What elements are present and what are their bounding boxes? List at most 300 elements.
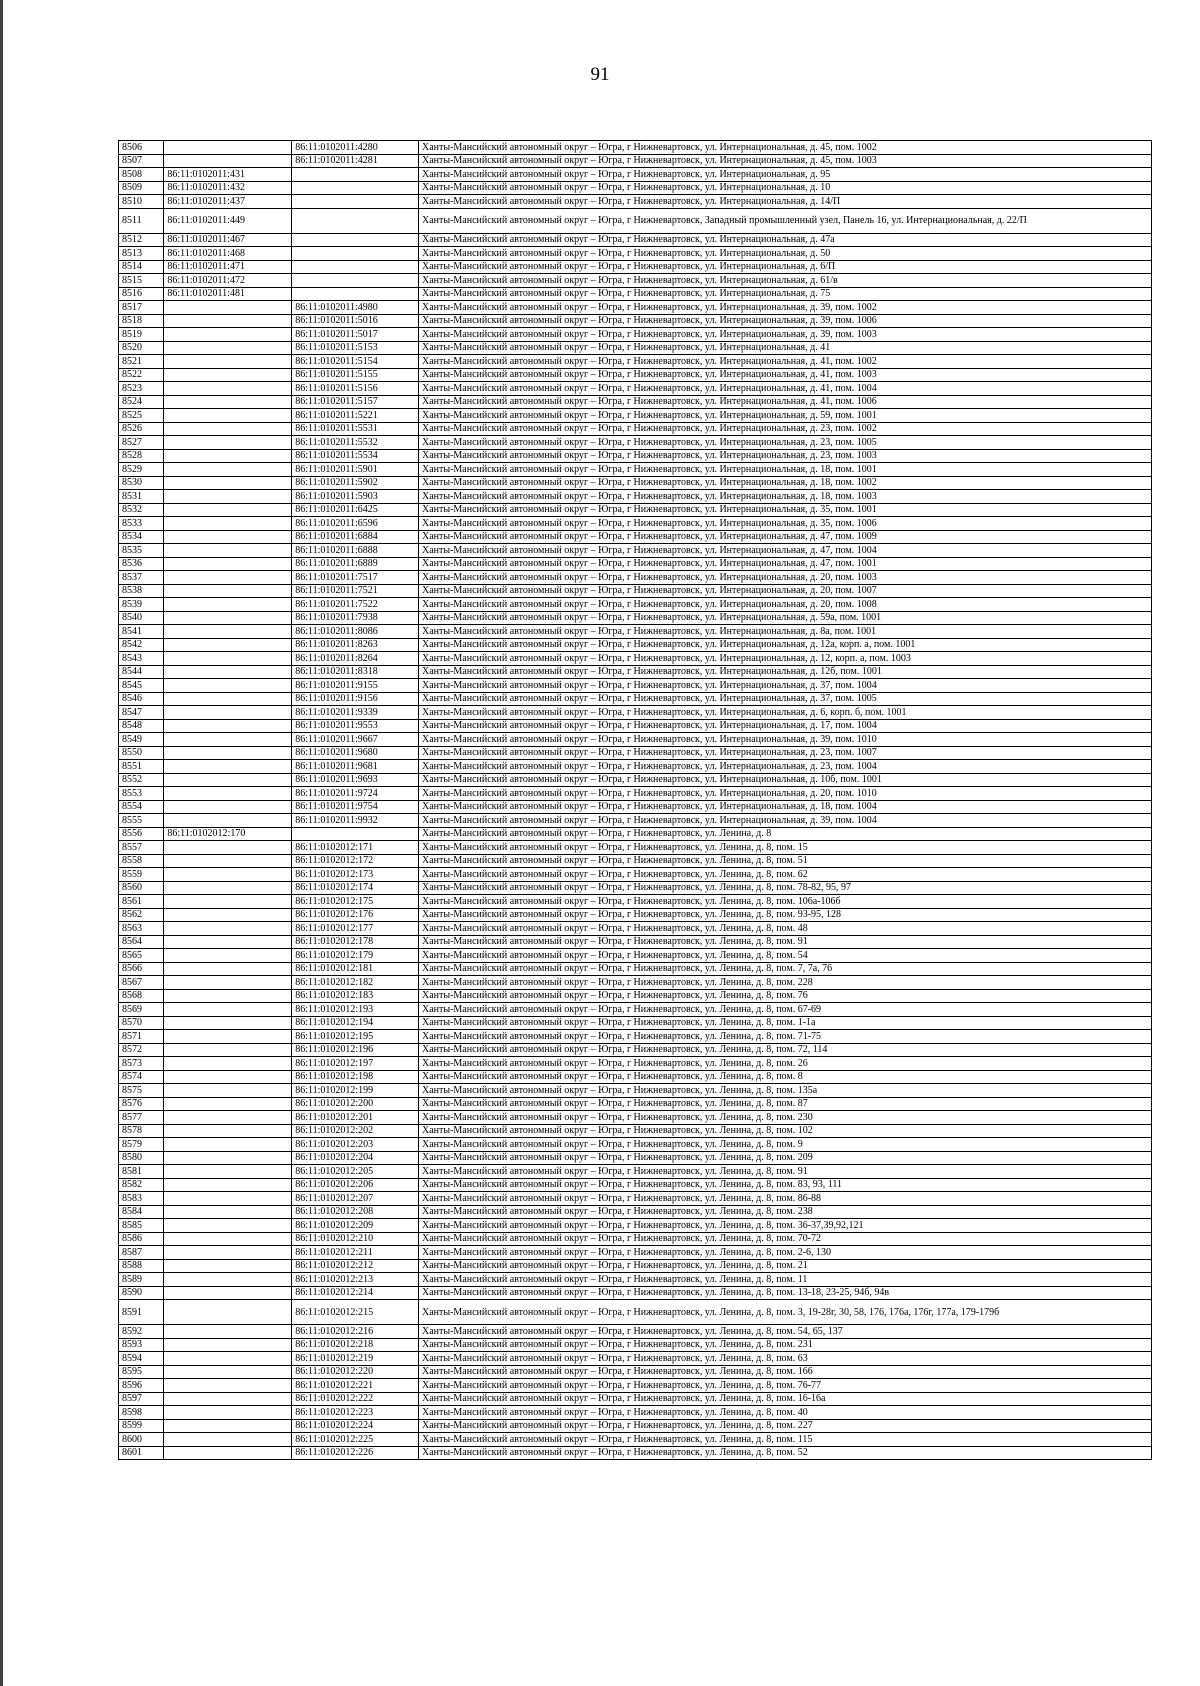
table-row	[119, 1151, 1152, 1165]
row-number: 8589	[119, 1273, 164, 1287]
table-row	[119, 382, 1152, 396]
cadastral-number-premises: 86:11:0102012:177	[292, 922, 419, 936]
object-address: Ханты-Мансийский автономный округ – Югра, г Нижневартовск, ул. Ленина, д. 8, пом. 230	[418, 1111, 1151, 1125]
cadastral-number-premises: 86:11:0102011:4280	[292, 141, 419, 155]
table-row	[119, 341, 1152, 355]
row-number: 8541	[119, 625, 164, 639]
cadastral-number-building	[164, 841, 292, 855]
cadastral-number-building	[164, 1124, 292, 1138]
cadastral-number-building	[164, 395, 292, 409]
table-row	[119, 976, 1152, 990]
cadastral-number-building	[164, 1003, 292, 1017]
cadastral-number-building: 86:11:0102012:170	[164, 827, 292, 841]
row-number: 8528	[119, 449, 164, 463]
table-row	[119, 208, 1152, 233]
cadastral-number-premises: 86:11:0102011:5901	[292, 463, 419, 477]
row-number: 8555	[119, 814, 164, 828]
object-address: Ханты-Мансийский автономный округ – Югра, г Нижневартовск, ул. Ленина, д. 8, пом. 1-1а	[418, 1016, 1151, 1030]
object-address: Ханты-Мансийский автономный округ – Югра, г Нижневартовск, ул. Интернациональная, д. 59а, пом. 1001	[418, 611, 1151, 625]
table-row	[119, 1325, 1152, 1339]
row-number: 8601	[119, 1446, 164, 1460]
object-address: Ханты-Мансийский автономный округ – Югра, г Нижневартовск, ул. Интернациональная, д. 95	[418, 168, 1151, 182]
object-address: Ханты-Мансийский автономный округ – Югра, г Нижневартовск, ул. Ленина, д. 8, пом. 238	[418, 1205, 1151, 1219]
cadastral-number-building	[164, 1097, 292, 1111]
object-address: Ханты-Мансийский автономный округ – Югра, г Нижневартовск, ул. Интернациональная, д. 18, пом. 1001	[418, 463, 1151, 477]
cadastral-number-premises: 86:11:0102012:208	[292, 1205, 419, 1219]
cadastral-number-premises: 86:11:0102012:211	[292, 1246, 419, 1260]
object-address: Ханты-Мансийский автономный округ – Югра, г Нижневартовск, ул. Интернациональная, д. 41, пом. 1003	[418, 368, 1151, 382]
object-address: Ханты-Мансийский автономный округ – Югра, г Нижневартовск, ул. Интернациональная, д. 10	[418, 181, 1151, 195]
cadastral-number-building: 86:11:0102011:481	[164, 287, 292, 301]
object-address: Ханты-Мансийский автономный округ – Югра, г Нижневартовск, ул. Ленина, д. 8, пом. 91	[418, 935, 1151, 949]
cadastral-number-premises: 86:11:0102012:198	[292, 1070, 419, 1084]
cadastral-number-premises: 86:11:0102011:6888	[292, 544, 419, 558]
object-address: Ханты-Мансийский автономный округ – Югра, г Нижневартовск, ул. Ленина, д. 8, пом. 36-37,39,92,121	[418, 1219, 1151, 1233]
row-number: 8570	[119, 1016, 164, 1030]
cadastral-number-premises	[292, 827, 419, 841]
cadastral-number-premises: 86:11:0102012:215	[292, 1300, 419, 1325]
table-row	[119, 706, 1152, 720]
cadastral-number-premises: 86:11:0102011:6596	[292, 517, 419, 531]
table-row	[119, 1165, 1152, 1179]
cadastral-number-building	[164, 490, 292, 504]
cadastral-number-premises: 86:11:0102012:181	[292, 962, 419, 976]
table-row	[119, 1286, 1152, 1300]
table-row	[119, 449, 1152, 463]
row-number: 8548	[119, 719, 164, 733]
cadastral-number-building	[164, 692, 292, 706]
object-address: Ханты-Мансийский автономный округ – Югра, г Нижневартовск, ул. Интернациональная, д. 23, пом. 1002	[418, 422, 1151, 436]
object-address: Ханты-Мансийский автономный округ – Югра, г Нижневартовск, ул. Ленина, д. 8, пом. 70-72	[418, 1232, 1151, 1246]
cadastral-number-premises: 86:11:0102012:222	[292, 1392, 419, 1406]
cadastral-number-premises: 86:11:0102012:200	[292, 1097, 419, 1111]
row-number: 8580	[119, 1151, 164, 1165]
cadastral-number-premises: 86:11:0102011:9724	[292, 787, 419, 801]
table-row	[119, 1352, 1152, 1366]
cadastral-number-premises	[292, 195, 419, 209]
table-row	[119, 1057, 1152, 1071]
table-row	[119, 679, 1152, 693]
table-row	[119, 1043, 1152, 1057]
object-address: Ханты-Мансийский автономный округ – Югра, г Нижневартовск, ул. Интернациональная, д. 47, пом. 1001	[418, 557, 1151, 571]
cadastral-number-building	[164, 1043, 292, 1057]
object-address: Ханты-Мансийский автономный округ – Югра, г Нижневартовск, ул. Интернациональная, д. 37, пом. 1004	[418, 679, 1151, 693]
table-row	[119, 368, 1152, 382]
cadastral-number-premises: 86:11:0102012:225	[292, 1433, 419, 1447]
table-row	[119, 1419, 1152, 1433]
cadastral-number-premises: 86:11:0102011:5534	[292, 449, 419, 463]
table-row	[119, 168, 1152, 182]
table-row	[119, 1016, 1152, 1030]
cadastral-number-premises: 86:11:0102011:9553	[292, 719, 419, 733]
object-address: Ханты-Мансийский автономный округ – Югра, г Нижневартовск, ул. Ленина, д. 8, пом. 135а	[418, 1084, 1151, 1098]
table-row	[119, 1138, 1152, 1152]
cadastral-number-building	[164, 1392, 292, 1406]
table-row	[119, 1192, 1152, 1206]
row-number: 8550	[119, 746, 164, 760]
table-row	[119, 787, 1152, 801]
row-number: 8523	[119, 382, 164, 396]
cadastral-number-premises	[292, 247, 419, 261]
table-row	[119, 1259, 1152, 1273]
cadastral-number-premises	[292, 168, 419, 182]
object-address: Ханты-Мансийский автономный округ – Югра, г Нижневартовск, ул. Интернациональная, д. 18, пом. 1003	[418, 490, 1151, 504]
row-number: 8538	[119, 584, 164, 598]
table-row	[119, 1030, 1152, 1044]
cadastral-number-building	[164, 1232, 292, 1246]
cadastral-number-premises: 86:11:0102011:6425	[292, 503, 419, 517]
row-number: 8508	[119, 168, 164, 182]
object-address: Ханты-Мансийский автономный округ – Югра, г Нижневартовск, ул. Ленина, д. 8, пом. 16-16а	[418, 1392, 1151, 1406]
object-address: Ханты-Мансийский автономный округ – Югра, г Нижневартовск, ул. Ленина, д. 8, пом. 228	[418, 976, 1151, 990]
cadastral-number-premises: 86:11:0102011:7938	[292, 611, 419, 625]
object-address: Ханты-Мансийский автономный округ – Югра, г Нижневартовск, ул. Интернациональная, д. 39, пом. 1003	[418, 328, 1151, 342]
cadastral-number-premises: 86:11:0102011:7522	[292, 598, 419, 612]
cadastral-number-building	[164, 1446, 292, 1460]
cadastral-number-premises: 86:11:0102012:226	[292, 1446, 419, 1460]
object-address: Ханты-Мансийский автономный округ – Югра, г Нижневартовск, ул. Интернациональная, д. 39, пом. 1004	[418, 814, 1151, 828]
row-number: 8518	[119, 314, 164, 328]
object-address: Ханты-Мансийский автономный округ – Югра, г Нижневартовск, ул. Интернациональная, д. 45, пом. 1002	[418, 141, 1151, 155]
cadastral-number-building	[164, 141, 292, 155]
row-number: 8509	[119, 181, 164, 195]
table-row	[119, 409, 1152, 423]
object-address: Ханты-Мансийский автономный округ – Югра, г Нижневартовск, ул. Интернациональная, д. 41, пом. 1002	[418, 355, 1151, 369]
table-row	[119, 1246, 1152, 1260]
row-number: 8557	[119, 841, 164, 855]
object-address: Ханты-Мансийский автономный округ – Югра, г Нижневартовск, ул. Ленина, д. 8, пом. 76-77	[418, 1379, 1151, 1393]
row-number: 8506	[119, 141, 164, 155]
cadastral-number-building	[164, 814, 292, 828]
object-address: Ханты-Мансийский автономный округ – Югра, г Нижневартовск, ул. Ленина, д. 8	[418, 827, 1151, 841]
object-address: Ханты-Мансийский автономный округ – Югра, г Нижневартовск, ул. Интернациональная, д. 10б, пом. 1001	[418, 773, 1151, 787]
row-number: 8536	[119, 557, 164, 571]
registry-table	[118, 140, 1152, 1460]
cadastral-number-building	[164, 1246, 292, 1260]
table-row	[119, 1365, 1152, 1379]
row-number: 8517	[119, 301, 164, 315]
cadastral-number-premises: 86:11:0102011:8263	[292, 638, 419, 652]
table-row	[119, 584, 1152, 598]
table-row	[119, 1205, 1152, 1219]
table-row	[119, 827, 1152, 841]
object-address: Ханты-Мансийский автономный округ – Югра, г Нижневартовск, ул. Интернациональная, д. 20, пом. 1008	[418, 598, 1151, 612]
cadastral-number-building	[164, 1433, 292, 1447]
table-row	[119, 908, 1152, 922]
row-number: 8514	[119, 260, 164, 274]
cadastral-number-premises: 86:11:0102012:196	[292, 1043, 419, 1057]
cadastral-number-premises: 86:11:0102011:9667	[292, 733, 419, 747]
row-number: 8530	[119, 476, 164, 490]
cadastral-number-premises	[292, 274, 419, 288]
cadastral-number-building	[164, 665, 292, 679]
table-row	[119, 436, 1152, 450]
row-number: 8598	[119, 1406, 164, 1420]
row-number: 8592	[119, 1325, 164, 1339]
table-row	[119, 1406, 1152, 1420]
cadastral-number-building	[164, 733, 292, 747]
cadastral-number-premises: 86:11:0102012:179	[292, 949, 419, 963]
table-row	[119, 233, 1152, 247]
object-address: Ханты-Мансийский автономный округ – Югра, г Нижневартовск, ул. Ленина, д. 8, пом. 227	[418, 1419, 1151, 1433]
cadastral-number-building: 86:11:0102011:467	[164, 233, 292, 247]
cadastral-number-premises: 86:11:0102011:5157	[292, 395, 419, 409]
row-number: 8572	[119, 1043, 164, 1057]
cadastral-number-premises: 86:11:0102012:203	[292, 1138, 419, 1152]
object-address: Ханты-Мансийский автономный округ – Югра, г Нижневартовск, ул. Ленина, д. 8, пом. 115	[418, 1433, 1151, 1447]
cadastral-number-premises: 86:11:0102012:204	[292, 1151, 419, 1165]
cadastral-number-building	[164, 382, 292, 396]
row-number: 8551	[119, 760, 164, 774]
cadastral-number-premises	[292, 181, 419, 195]
row-number: 8547	[119, 706, 164, 720]
cadastral-number-building	[164, 544, 292, 558]
row-number: 8554	[119, 800, 164, 814]
table-row	[119, 598, 1152, 612]
table-row	[119, 260, 1152, 274]
table-row	[119, 195, 1152, 209]
cadastral-number-building: 86:11:0102011:468	[164, 247, 292, 261]
cadastral-number-building	[164, 1165, 292, 1179]
object-address: Ханты-Мансийский автономный округ – Югра, г Нижневартовск, ул. Интернациональная, д. 8а, пом. 1001	[418, 625, 1151, 639]
object-address: Ханты-Мансийский автономный округ – Югра, г Нижневартовск, ул. Интернациональная, д. 39, пом. 1006	[418, 314, 1151, 328]
cadastral-number-building	[164, 1192, 292, 1206]
row-number: 8591	[119, 1300, 164, 1325]
cadastral-number-premises: 86:11:0102011:8318	[292, 665, 419, 679]
row-number: 8567	[119, 976, 164, 990]
cadastral-number-premises: 86:11:0102011:7517	[292, 571, 419, 585]
row-number: 8522	[119, 368, 164, 382]
object-address: Ханты-Мансийский автономный округ – Югра, г Нижневартовск, ул. Интернациональная, д. 12, корп. а, пом. 1003	[418, 652, 1151, 666]
object-address: Ханты-Мансийский автономный округ – Югра, г Нижневартовск, ул. Интернациональная, д. 47а	[418, 233, 1151, 247]
cadastral-number-premises: 86:11:0102012:201	[292, 1111, 419, 1125]
cadastral-number-building	[164, 1338, 292, 1352]
cadastral-number-building	[164, 1352, 292, 1366]
row-number: 8512	[119, 233, 164, 247]
table-row	[119, 1446, 1152, 1460]
cadastral-number-building	[164, 301, 292, 315]
cadastral-number-building	[164, 530, 292, 544]
cadastral-number-building	[164, 463, 292, 477]
row-number: 8545	[119, 679, 164, 693]
row-number: 8597	[119, 1392, 164, 1406]
row-number: 8539	[119, 598, 164, 612]
table-row	[119, 1003, 1152, 1017]
cadastral-number-premises	[292, 208, 419, 233]
table-row	[119, 868, 1152, 882]
cadastral-number-premises: 86:11:0102011:5903	[292, 490, 419, 504]
table-row	[119, 355, 1152, 369]
cadastral-number-building	[164, 1325, 292, 1339]
row-number: 8513	[119, 247, 164, 261]
cadastral-number-premises: 86:11:0102011:9693	[292, 773, 419, 787]
cadastral-number-building: 86:11:0102011:471	[164, 260, 292, 274]
object-address: Ханты-Мансийский автономный округ – Югра, г Нижневартовск, ул. Интернациональная, д. 18, пом. 1002	[418, 476, 1151, 490]
table-row	[119, 1433, 1152, 1447]
table-row	[119, 935, 1152, 949]
row-number: 8565	[119, 949, 164, 963]
cadastral-number-building	[164, 881, 292, 895]
table-row	[119, 154, 1152, 168]
row-number: 8549	[119, 733, 164, 747]
cadastral-number-premises: 86:11:0102012:194	[292, 1016, 419, 1030]
object-address: Ханты-Мансийский автономный округ – Югра, г Нижневартовск, ул. Ленина, д. 8, пом. 40	[418, 1406, 1151, 1420]
object-address: Ханты-Мансийский автономный округ – Югра, г Нижневартовск, ул. Ленина, д. 8, пом. 15	[418, 841, 1151, 855]
row-number: 8511	[119, 208, 164, 233]
table-row	[119, 1273, 1152, 1287]
table-row	[119, 625, 1152, 639]
cadastral-number-building	[164, 314, 292, 328]
table-row	[119, 328, 1152, 342]
cadastral-number-building	[164, 787, 292, 801]
object-address: Ханты-Мансийский автономный округ – Югра, г Нижневартовск, ул. Ленина, д. 8, пом. 52	[418, 1446, 1151, 1460]
object-address: Ханты-Мансийский автономный округ – Югра, г Нижневартовск, ул. Ленина, д. 8, пом. 48	[418, 922, 1151, 936]
cadastral-number-premises: 86:11:0102011:9339	[292, 706, 419, 720]
object-address: Ханты-Мансийский автономный округ – Югра, г Нижневартовск, ул. Ленина, д. 8, пом. 51	[418, 854, 1151, 868]
object-address: Ханты-Мансийский автономный округ – Югра, г Нижневартовск, ул. Интернациональная, д. 39, пом. 1002	[418, 301, 1151, 315]
cadastral-number-building	[164, 1138, 292, 1152]
table-row	[119, 800, 1152, 814]
cadastral-number-building	[164, 706, 292, 720]
table-row	[119, 301, 1152, 315]
cadastral-number-building	[164, 922, 292, 936]
table-row	[119, 571, 1152, 585]
cadastral-number-premises: 86:11:0102011:5902	[292, 476, 419, 490]
object-address: Ханты-Мансийский автономный округ – Югра, г Нижневартовск, ул. Интернациональная, д. 59, пом. 1001	[418, 409, 1151, 423]
table-row	[119, 476, 1152, 490]
cadastral-number-premises: 86:11:0102012:172	[292, 854, 419, 868]
cadastral-number-building	[164, 611, 292, 625]
object-address: Ханты-Мансийский автономный округ – Югра, г Нижневартовск, ул. Ленина, д. 8, пом. 2-6, 130	[418, 1246, 1151, 1260]
cadastral-number-premises: 86:11:0102011:6889	[292, 557, 419, 571]
object-address: Ханты-Мансийский автономный округ – Югра, г Нижневартовск, ул. Ленина, д. 8, пом. 21	[418, 1259, 1151, 1273]
table-row	[119, 895, 1152, 909]
table-row	[119, 503, 1152, 517]
cadastral-number-building	[164, 422, 292, 436]
object-address: Ханты-Мансийский автономный округ – Югра, г Нижневартовск, ул. Ленина, д. 8, пом. 67-69	[418, 1003, 1151, 1017]
table-row	[119, 611, 1152, 625]
object-address: Ханты-Мансийский автономный округ – Югра, г Нижневартовск, ул. Интернациональная, д. 41, пом. 1006	[418, 395, 1151, 409]
object-address: Ханты-Мансийский автономный округ – Югра, г Нижневартовск, ул. Интернациональная, д. 6/П	[418, 260, 1151, 274]
table-row	[119, 544, 1152, 558]
cadastral-number-building	[164, 476, 292, 490]
object-address: Ханты-Мансийский автономный округ – Югра, г Нижневартовск, ул. Интернациональная, д. 23, пом. 1005	[418, 436, 1151, 450]
row-number: 8562	[119, 908, 164, 922]
cadastral-number-premises: 86:11:0102011:8086	[292, 625, 419, 639]
object-address: Ханты-Мансийский автономный округ – Югра, г Нижневартовск, ул. Интернациональная, д. 35, пом. 1006	[418, 517, 1151, 531]
table-row	[119, 1070, 1152, 1084]
cadastral-number-premises: 86:11:0102012:210	[292, 1232, 419, 1246]
table-row	[119, 530, 1152, 544]
row-number: 8595	[119, 1365, 164, 1379]
object-address: Ханты-Мансийский автономный округ – Югра, г Нижневартовск, ул. Ленина, д. 8, пом. 78-82, 95, 97	[418, 881, 1151, 895]
row-number: 8558	[119, 854, 164, 868]
row-number: 8593	[119, 1338, 164, 1352]
cadastral-number-building	[164, 328, 292, 342]
row-number: 8596	[119, 1379, 164, 1393]
row-number: 8544	[119, 665, 164, 679]
table-row	[119, 922, 1152, 936]
cadastral-number-building	[164, 409, 292, 423]
cadastral-number-building	[164, 1273, 292, 1287]
page-number: 91	[590, 64, 610, 85]
object-address: Ханты-Мансийский автономный округ – Югра, г Нижневартовск, ул. Ленина, д. 8, пом. 26	[418, 1057, 1151, 1071]
table-row	[119, 665, 1152, 679]
cadastral-number-building	[164, 854, 292, 868]
cadastral-number-premises: 86:11:0102012:202	[292, 1124, 419, 1138]
object-address: Ханты-Мансийский автономный округ – Югра, г Нижневартовск, ул. Интернациональная, д. 50	[418, 247, 1151, 261]
cadastral-number-building	[164, 1084, 292, 1098]
table-row	[119, 1232, 1152, 1246]
object-address: Ханты-Мансийский автономный округ – Югра, г Нижневартовск, ул. Ленина, д. 8, пом. 106а-106б	[418, 895, 1151, 909]
object-address: Ханты-Мансийский автономный округ – Югра, г Нижневартовск, ул. Ленина, д. 8, пом. 102	[418, 1124, 1151, 1138]
scan-edge	[0, 0, 3, 1686]
cadastral-number-premises: 86:11:0102011:5154	[292, 355, 419, 369]
cadastral-number-building	[164, 1151, 292, 1165]
table-row	[119, 949, 1152, 963]
row-number: 8527	[119, 436, 164, 450]
row-number: 8540	[119, 611, 164, 625]
cadastral-number-building: 86:11:0102011:437	[164, 195, 292, 209]
row-number: 8560	[119, 881, 164, 895]
row-number: 8520	[119, 341, 164, 355]
cadastral-number-building	[164, 976, 292, 990]
cadastral-number-premises: 86:11:0102011:6884	[292, 530, 419, 544]
cadastral-number-building	[164, 1178, 292, 1192]
cadastral-number-building	[164, 557, 292, 571]
cadastral-number-building	[164, 719, 292, 733]
object-address: Ханты-Мансийский автономный округ – Югра, г Нижневартовск, ул. Интернациональная, д. 20, пом. 1007	[418, 584, 1151, 598]
table-row	[119, 557, 1152, 571]
table-row	[119, 181, 1152, 195]
object-address: Ханты-Мансийский автономный округ – Югра, г Нижневартовск, ул. Интернациональная, д. 41	[418, 341, 1151, 355]
cadastral-number-premises: 86:11:0102011:5531	[292, 422, 419, 436]
cadastral-number-premises: 86:11:0102011:8264	[292, 652, 419, 666]
cadastral-number-premises: 86:11:0102012:216	[292, 1325, 419, 1339]
cadastral-number-premises: 86:11:0102012:206	[292, 1178, 419, 1192]
cadastral-number-building	[164, 1259, 292, 1273]
object-address: Ханты-Мансийский автономный округ – Югра, г Нижневартовск, ул. Ленина, д. 8, пом. 166	[418, 1365, 1151, 1379]
table-row	[119, 1219, 1152, 1233]
cadastral-number-building	[164, 598, 292, 612]
row-number: 8563	[119, 922, 164, 936]
cadastral-number-premises: 86:11:0102012:218	[292, 1338, 419, 1352]
cadastral-number-building	[164, 949, 292, 963]
table-row	[119, 760, 1152, 774]
row-number: 8581	[119, 1165, 164, 1179]
object-address: Ханты-Мансийский автономный округ – Югра, г Нижневартовск, ул. Интернациональная, д. 37, пом. 1005	[418, 692, 1151, 706]
row-number: 8579	[119, 1138, 164, 1152]
row-number: 8600	[119, 1433, 164, 1447]
table-row	[119, 314, 1152, 328]
cadastral-number-premises: 86:11:0102012:178	[292, 935, 419, 949]
object-address: Ханты-Мансийский автономный округ – Югра, г Нижневартовск, ул. Интернациональная, д. 20, пом. 1003	[418, 571, 1151, 585]
cadastral-number-premises: 86:11:0102011:9932	[292, 814, 419, 828]
cadastral-number-building	[164, 584, 292, 598]
table-row	[119, 1084, 1152, 1098]
cadastral-number-premises: 86:11:0102012:183	[292, 989, 419, 1003]
object-address: Ханты-Мансийский автономный округ – Югра, г Нижневартовск, ул. Интернациональная, д. 35, пом. 1001	[418, 503, 1151, 517]
table-row	[119, 422, 1152, 436]
cadastral-number-building: 86:11:0102011:472	[164, 274, 292, 288]
cadastral-number-building: 86:11:0102011:431	[164, 168, 292, 182]
cadastral-number-premises: 86:11:0102012:182	[292, 976, 419, 990]
cadastral-number-building	[164, 962, 292, 976]
cadastral-number-premises: 86:11:0102012:193	[292, 1003, 419, 1017]
row-number: 8543	[119, 652, 164, 666]
row-number: 8569	[119, 1003, 164, 1017]
object-address: Ханты-Мансийский автономный округ – Югра, г Нижневартовск, ул. Интернациональная, д. 41, пом. 1004	[418, 382, 1151, 396]
